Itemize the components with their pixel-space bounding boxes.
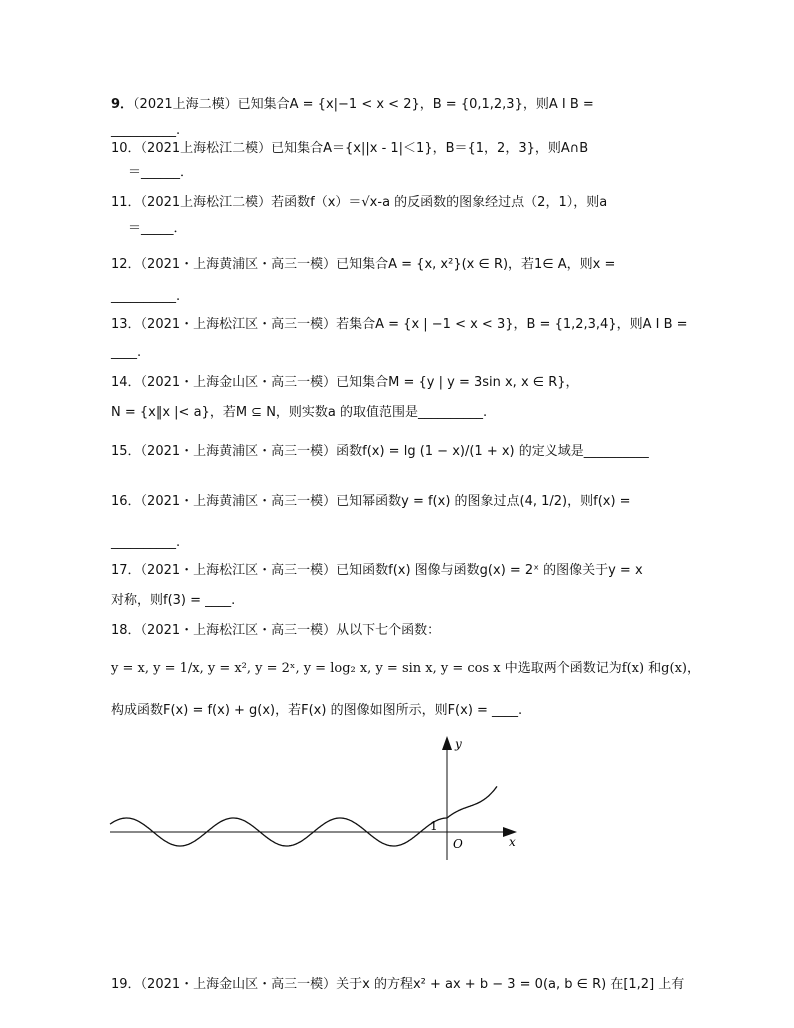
question-18-line-3: 构成函数F(x) = f(x) + g(x)，若F(x) 的图像如图所示，则F(x) = ____. xyxy=(111,703,523,718)
question-number: 9． xyxy=(111,97,134,112)
question-number: 10． xyxy=(111,141,141,156)
question-text: （2021・上海松江区・高三一模）从以下七个函数： xyxy=(140,623,441,638)
question-number: 13． xyxy=(111,317,141,332)
y-axis-arrow xyxy=(442,736,452,750)
question-text: （2021・上海金山区・高三一模）已知集合M = {y | y = 3sin x, x ∈ R}， xyxy=(140,375,579,390)
question-11 xyxy=(111,194,607,212)
x-axis-label: x xyxy=(509,835,516,849)
question-text: （2021・上海黄浦区・高三一模）函数f(x) = lg (1 − x)/(1 + x) 的定义域是__________ xyxy=(140,444,649,459)
question-number: 12． xyxy=(111,257,141,272)
question-text: （2021・上海金山区・高三一模）关于x 的方程x² + ax + b − 3 = 0(a, b ∈ R) 在[1,2] 上有 xyxy=(140,977,685,992)
question-11-answer-line: ＝_____． xyxy=(128,221,187,236)
y-axis-label: y xyxy=(455,737,462,751)
question-text: （2021・上海黄浦区・高三一模）已知集合A = {x, x²}(x ∈ R)，若1∈ A，则x = xyxy=(140,257,616,272)
question-number: 11． xyxy=(111,195,141,210)
question-9-answer-line: __________. xyxy=(111,123,181,138)
origin-label: O xyxy=(453,837,463,851)
question-19 xyxy=(111,976,684,994)
question-14-line-2: N = {x‖x |< a}，若M ⊆ N，则实数a 的取值范围是__________. xyxy=(111,405,488,420)
question-number: 17． xyxy=(111,563,141,578)
question-text: （2021・上海黄浦区・高三一模）已知幂函数y = f(x) 的图象过点(4, 1/2)，则f(x) = xyxy=(140,494,631,509)
function-graph xyxy=(105,728,525,863)
question-9 xyxy=(111,96,594,114)
question-number: 15． xyxy=(111,444,141,459)
question-17-line-2: 对称，则f(3) = ____. xyxy=(111,593,236,608)
question-10-answer-line: ＝______． xyxy=(128,165,194,180)
question-text: （2021上海松江二模）已知集合A＝{x||x - 1|＜1}，B＝{1，2，3}，则A∩B xyxy=(140,141,589,156)
question-text: （2021・上海松江区・高三一模）已知函数f(x) 图像与函数g(x) = 2ˣ 的图像关于y = x xyxy=(140,563,643,578)
question-text: （2021上海二模）已知集合A = {x|−1 < x < 2}，B = {0,1,2,3}，则A I B = xyxy=(133,97,594,112)
question-14 xyxy=(111,374,579,392)
question-13 xyxy=(111,316,688,334)
question-10 xyxy=(111,140,588,158)
question-number: 19． xyxy=(111,977,141,992)
question-number: 14． xyxy=(111,375,141,390)
question-number: 16． xyxy=(111,494,141,509)
question-18-function-list: y = x, y = 1/x, y = x², y = 2ˣ, y = log₂ x, y = sin x, y = cos x 中选取两个函数记为f(x) 和g(x)， xyxy=(111,661,700,676)
question-number: 18． xyxy=(111,623,141,638)
question-17 xyxy=(111,562,643,580)
question-12 xyxy=(111,256,615,274)
graph-curve xyxy=(110,786,497,846)
question-18 xyxy=(111,622,440,640)
question-16-answer-line: __________. xyxy=(111,535,181,550)
tick-label-1: 1 xyxy=(430,819,438,833)
question-text: （2021・上海松江区・高三一模）若集合A = {x | −1 < x < 3}，B = {1,2,3,4}，则A I B = xyxy=(140,317,688,332)
question-16 xyxy=(111,493,631,511)
question-13-answer-line: ____. xyxy=(111,345,142,360)
question-12-answer-line: __________. xyxy=(111,289,181,304)
question-15 xyxy=(111,443,649,461)
question-text: （2021上海松江二模）若函数f（x）＝√x-a 的反函数的图象经过点（2，1），则a xyxy=(140,195,608,210)
